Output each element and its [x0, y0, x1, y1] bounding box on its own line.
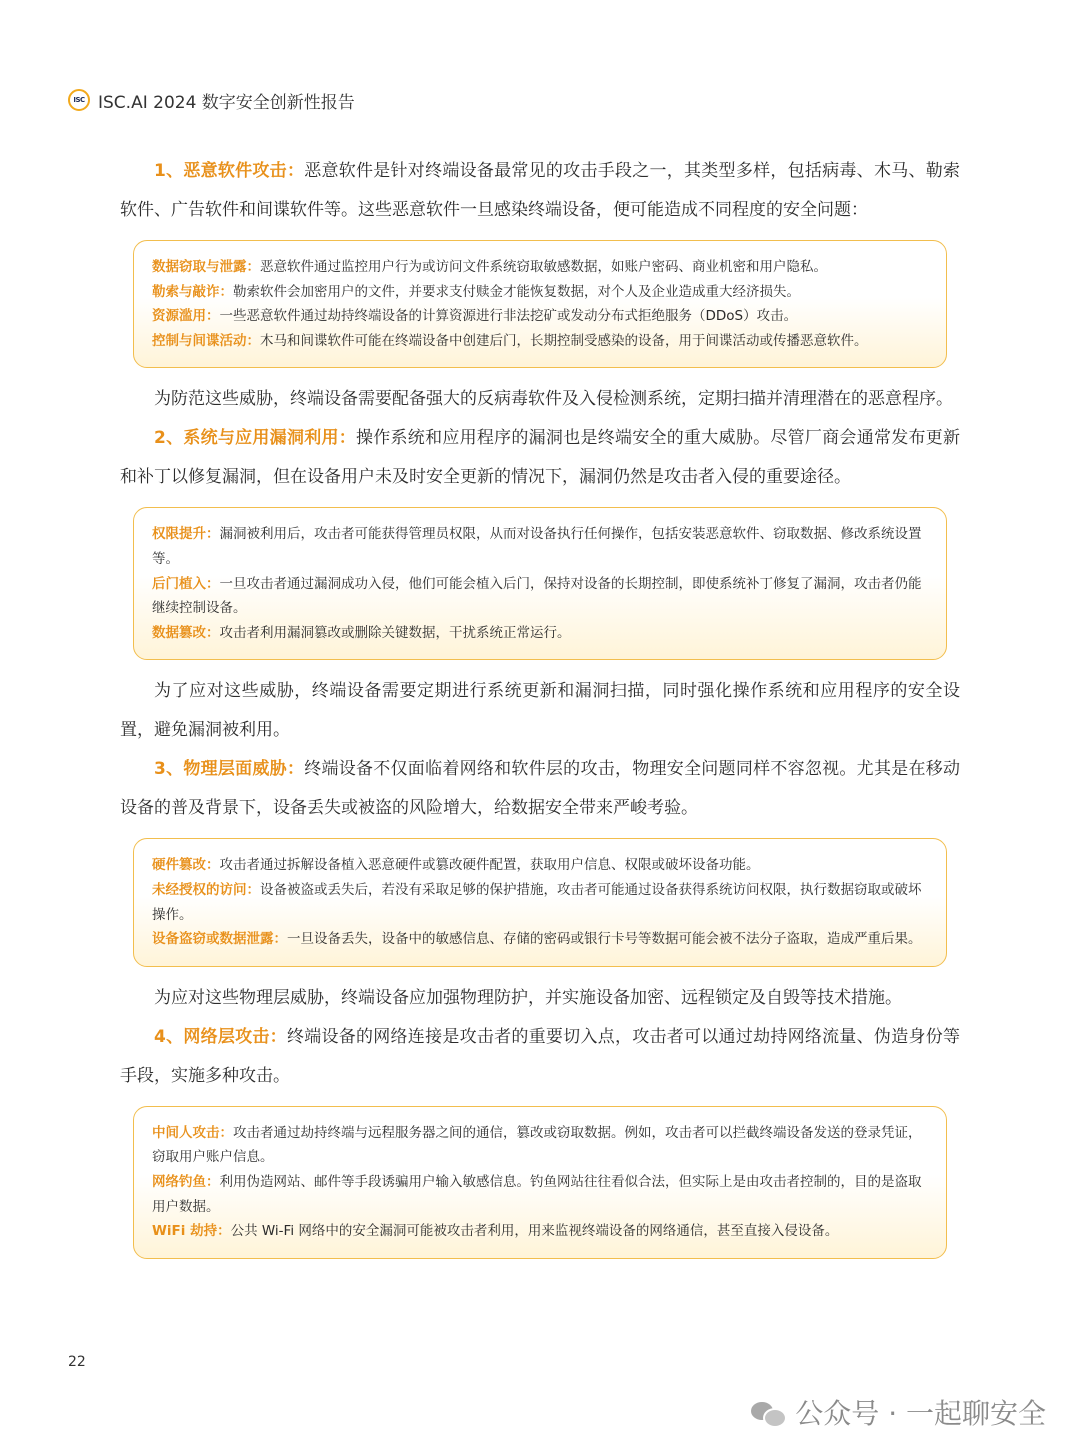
- isc-logo-icon: ISC: [68, 89, 90, 111]
- section-1-box: [133, 240, 947, 368]
- section-3-conclusion: 为应对这些物理层威胁，终端设备应加强物理防护，并实施设备加密、远程锁定及自毁等技术措施。: [154, 987, 902, 1008]
- box-item: 数据篡改：攻击者利用漏洞篡改或删除关键数据，干扰系统正常运行。: [152, 624, 571, 641]
- box-item: 资源滥用：一些恶意软件通过劫持终端设备的计算资源进行非法挖矿或发动分布式拒绝服务（DDoS）攻击。: [152, 308, 798, 325]
- box-item: 硬件篡改：攻击者通过拆解设备植入恶意硬件或篡改硬件配置，获取用户信息、权限或破坏设备功能。: [152, 857, 760, 874]
- section-2-box: [133, 507, 947, 660]
- section-3-intro: 3、物理层面威胁：终端设备不仅面临着网络和软件层的攻击，物理安全问题同样不容忽视。尤其是在移动设备的普及背景下，设备丢失或被盗的风险增大，给数据安全带来严峻考验。: [120, 759, 960, 819]
- section-1-heading: 1、恶意软件攻击：: [154, 161, 305, 181]
- section-2-intro: 2、系统与应用漏洞利用：操作系统和应用程序的漏洞也是终端安全的重大威胁。尽管厂商会通常发布更新和补丁以修复漏洞，但在设备用户未及时安全更新的情况下，漏洞仍然是攻击者入侵的重要途径。: [120, 428, 961, 488]
- section-3-heading: 3、物理层面威胁：: [154, 759, 305, 780]
- box-item: 勒索与敲诈：勒索软件会加密用户的文件，并要求支付赎金才能恢复数据，对个人及企业造成重大经济损失。: [152, 283, 800, 300]
- report-title: ISC.AI 2024 数字安全创新性报告: [98, 92, 355, 113]
- section-2-heading: 2、系统与应用漏洞利用：: [154, 428, 357, 449]
- box-item: 网络钓鱼：利用伪造网站、邮件等手段诱骗用户输入敏感信息。钓鱼网站往往看似合法，但实际上是由攻击者控制的，目的是盗取用户数据。: [152, 1173, 922, 1215]
- watermark-text: 公众号 · 一起聊安全: [795, 1397, 1046, 1430]
- main-content: [120, 152, 960, 1271]
- page-number: 22: [68, 1354, 86, 1370]
- watermark: [751, 1390, 1046, 1434]
- section-4-intro: 4、网络层攻击：终端设备的网络连接是攻击者的重要切入点，攻击者可以通过劫持网络流量、伪造身份等手段，实施多种攻击。: [120, 1026, 960, 1086]
- section-1-intro: 1、恶意软件攻击：恶意软件是针对终端设备最常见的攻击手段之一，其类型多样，包括病毒、木马、勒索软件、广告软件和间谍软件等。这些恶意软件一旦感染终端设备，便可能造成不同程度的安全问题：: [120, 161, 960, 220]
- section-4-heading: 4、网络层攻击：: [154, 1026, 287, 1047]
- box-item: WiFi 劫持：公共 Wi-Fi 网络中的安全漏洞可能被攻击者利用，用来监视终端设备的网络通信，甚至直接入侵设备。: [152, 1223, 839, 1240]
- box-item: 数据窃取与泄露：恶意软件通过监控用户行为或访问文件系统窃取敏感数据，如账户密码、商业机密和用户隐私。: [152, 259, 827, 275]
- box-item: 中间人攻击：攻击者通过劫持终端与远程服务器之间的通信，篡改或窃取数据。例如，攻击者可以拦截终端设备发送的登录凭证，窃取用户账户信息。: [152, 1124, 922, 1166]
- section-3-box: [133, 838, 947, 966]
- box-item: 未经授权的访问：设备被盗或丢失后，若没有采取足够的保护措施，攻击者可能通过设备获得系统访问权限，执行数据窃取或破坏操作。: [152, 881, 922, 923]
- box-item: 设备盗窃或数据泄露：一旦设备丢失，设备中的敏感信息、存储的密码或银行卡号等数据可能会被不法分子盗取，造成严重后果。: [152, 931, 922, 948]
- box-item: 权限提升：漏洞被利用后，攻击者可能获得管理员权限，从而对设备执行任何操作，包括安装恶意软件、窃取数据、修改系统设置等。: [152, 526, 922, 567]
- section-1-conclusion: 为防范这些威胁，终端设备需要配备强大的反病毒软件及入侵检测系统，定期扫描并清理潜在的恶意程序。: [154, 389, 953, 410]
- box-item: 控制与间谍活动：木马和间谍软件可能在终端设备中创建后门，长期控制受感染的设备，用于间谍活动或传播恶意软件。: [152, 332, 868, 349]
- box-item: 后门植入：一旦攻击者通过漏洞成功入侵，他们可能会植入后门，保持对设备的长期控制，即使系统补丁修复了漏洞，攻击者仍能继续控制设备。: [152, 575, 922, 617]
- page-header: [68, 86, 355, 114]
- section-2-conclusion: 为了应对这些威胁，终端设备需要定期进行系统更新和漏洞扫描，同时强化操作系统和应用程序的安全设置，避免漏洞被利用。: [120, 681, 960, 741]
- wechat-icon: [751, 1398, 785, 1426]
- section-4-box: [133, 1106, 947, 1259]
